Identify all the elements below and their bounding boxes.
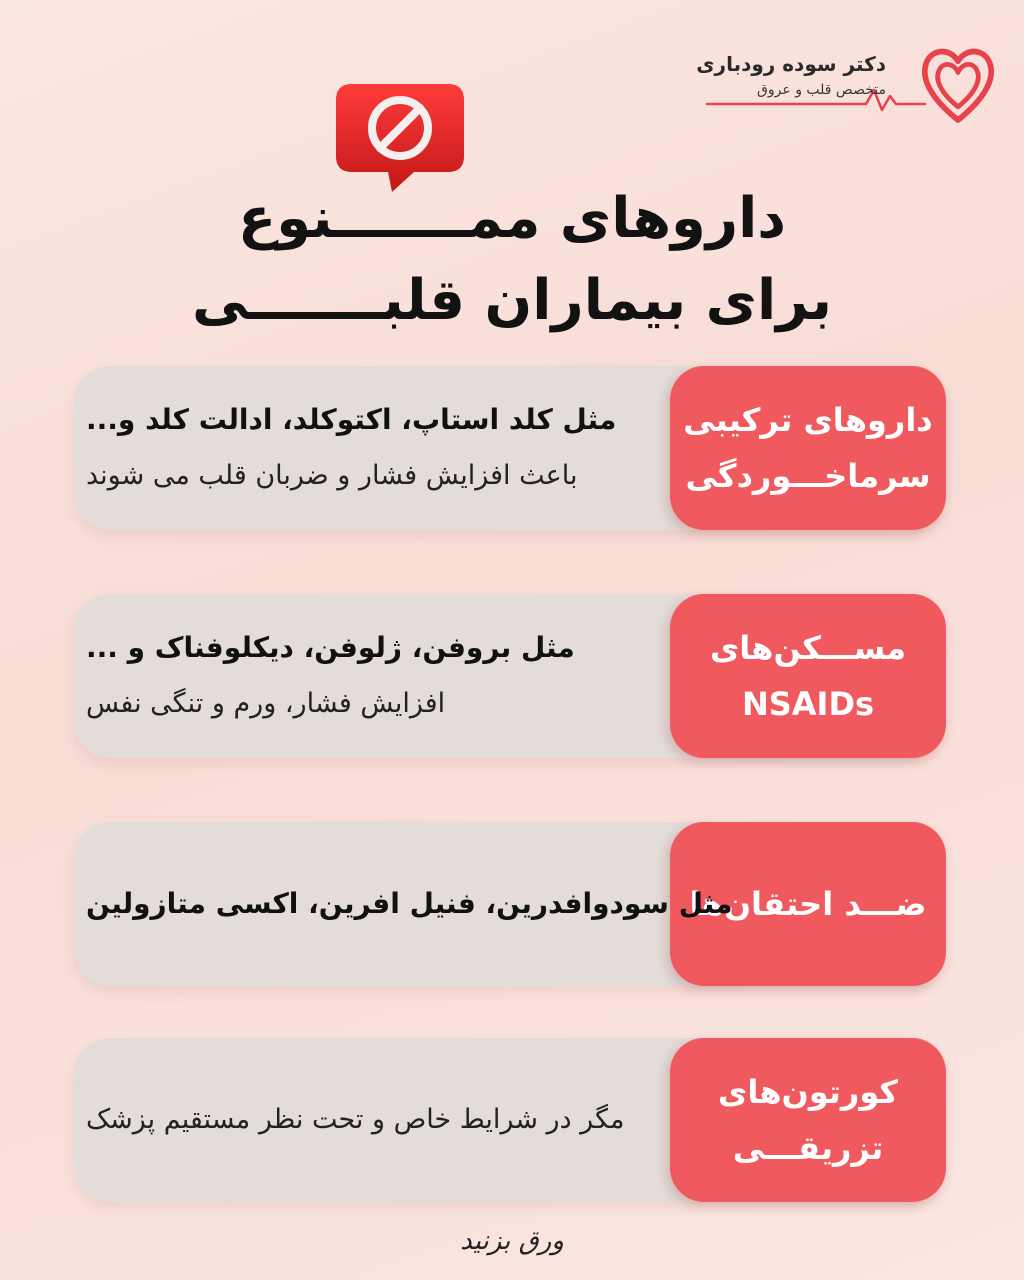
- drug-description: [86, 594, 646, 758]
- page-title-line-2: برای بیماران قلبـــــــی: [191, 268, 833, 333]
- ban-bubble-icon: [330, 78, 470, 196]
- drug-row-decongestants: [74, 822, 946, 986]
- drug-category-label: [670, 1038, 946, 1202]
- brand-name: دکتر سوده رودباری: [696, 52, 886, 76]
- drug-row-corticosteroids: [74, 1038, 946, 1202]
- drug-category-label: [670, 594, 946, 758]
- label-line-2: سرماخـــوردگی: [685, 457, 931, 495]
- drug-examples: مثل کلد استاپ، اکتوکلد، ادالت کلد و...: [86, 403, 617, 436]
- label-line-1: ضـــد احتقان‌ها: [689, 885, 927, 923]
- drug-description: [86, 822, 733, 986]
- label-line-1: مســـکن‌های: [709, 629, 907, 667]
- label-line-1: داروهای ترکیبی: [683, 401, 933, 439]
- heart-pulse-icon: [920, 38, 996, 128]
- drug-description: [86, 366, 646, 530]
- brand-subtitle: متخصص قلب و عروق: [757, 82, 886, 98]
- brand-text: [696, 52, 886, 98]
- drug-effect: باعث افزایش فشار و ضربان قلب می شوند: [86, 460, 578, 491]
- drug-description: [86, 1038, 646, 1202]
- page-title-line-1: داروهای ممـــــــنوع: [237, 186, 787, 251]
- label-line-2: NSAIDs: [741, 685, 875, 723]
- label-line-2: تزریقـــی: [732, 1129, 884, 1167]
- drug-row-cold: [74, 366, 946, 530]
- drug-examples: مثل بروفن، ژلوفن، دیکلوفناک و ...: [86, 631, 575, 664]
- drug-effect: افزایش فشار، ورم و تنگی نفس: [86, 688, 446, 719]
- label-line-1: کورتون‌های: [718, 1073, 899, 1111]
- drug-row-nsaids: [74, 594, 946, 758]
- drug-category-label: [670, 366, 946, 530]
- drug-effect: مگر در شرایط خاص و تحت نظر مستقیم پزشک: [86, 1104, 625, 1135]
- brand-block: [696, 38, 996, 130]
- swipe-hint: ورق بزنید: [460, 1226, 564, 1256]
- drug-examples: مثل سودوافدرین، فنیل افرین، اکسی متازولین: [86, 887, 733, 920]
